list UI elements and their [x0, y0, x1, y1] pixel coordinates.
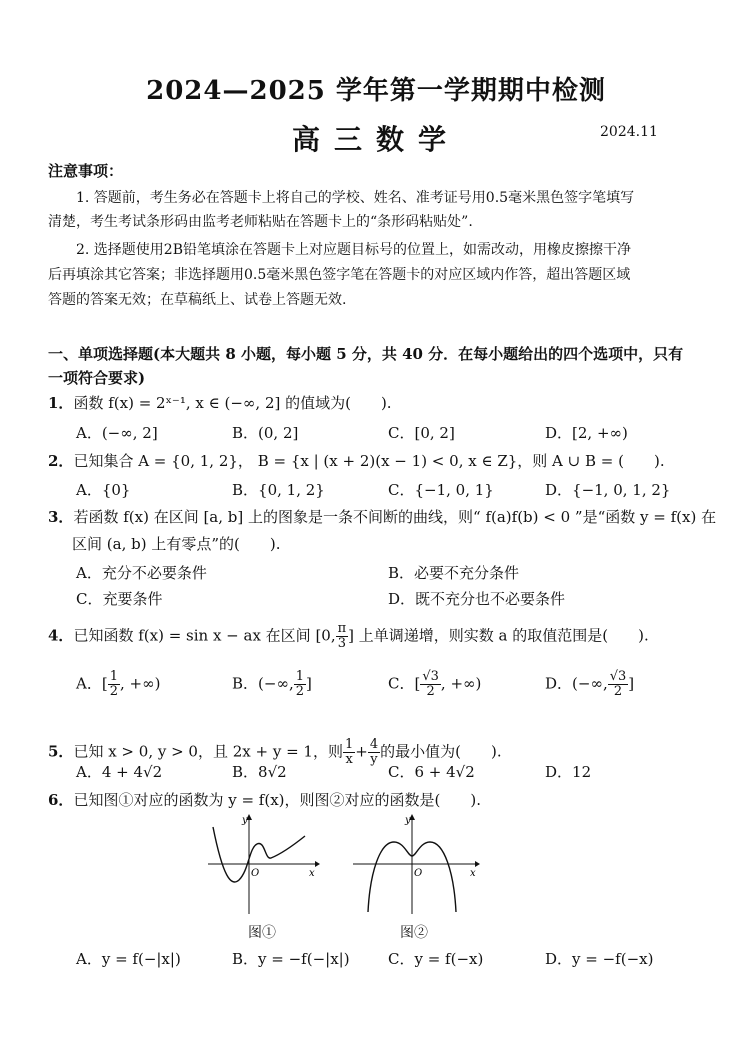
fig2-x-label: x [470, 868, 476, 879]
question-3 [48, 506, 717, 528]
question-1 [48, 392, 708, 414]
q6-option-c: C．y = f(−x) [388, 950, 484, 968]
q2-option-d: D．{−1, 0, 1, 2} [545, 481, 671, 499]
question-number: 2． [48, 452, 74, 470]
fraction-1-over-x: $\frac{1}{x}$ [344, 737, 354, 767]
figure-1-graph [205, 812, 320, 917]
q6-option-d: D．y = −f(−x) [545, 950, 654, 968]
question-stem-line-1: 若函数 f(x) 在区间 [a, b] 上的图象是一条不间断的曲线，则“ f(a)f(b) < 0 ”是“函数 y = f(x) 在 [73, 508, 717, 526]
q6-option-b: B．y = −f(−|x|) [232, 950, 350, 968]
fig1-x-label: x [309, 868, 315, 879]
question-number: 5． [48, 742, 74, 761]
fig1-origin-label: O [251, 868, 260, 879]
note-1-line-1: 1. 答题前，考生务必在答题卡上将自己的学校、姓名、准考证号用0.5毫米黑色签字笔填写 [76, 190, 635, 206]
fig2-y-label: y [405, 815, 411, 826]
exam-subject: 高三数学 [291, 123, 460, 156]
q3-option-b: B．必要不充分条件 [388, 564, 520, 582]
q4-option-c: C．[ $\frac{√3}{2}$ , +∞) [388, 669, 482, 699]
q5-option-a: A．4 + 4√2 [76, 763, 163, 781]
exam-date: 2024.11 [600, 124, 658, 140]
section-heading-line-2: 一项符合要求) [48, 369, 146, 387]
question-4 [48, 622, 708, 651]
note-2-line-3: 答题的答案无效；在草稿纸上、试卷上答题无效. [48, 292, 347, 308]
q5-option-b: B．8√2 [232, 763, 287, 781]
question-stem: 已知集合 A = {0, 1, 2}， B = {x | (x + 2)(x − 1) < 0, x ∈ Z}，则 A ∪ B = ( ). [73, 452, 665, 470]
q6-option-a: A．y = f(−|x|) [76, 950, 181, 968]
q3-option-c: C．充要条件 [76, 590, 163, 608]
section-heading-line-1: 一、单项选择题(本大题共 8 小题，每小题 5 分，共 40 分．在每小题给出的四个选项中，只有 [48, 345, 684, 363]
fraction-pi-over-3: $\frac{\pi}{3}$ [337, 621, 347, 651]
question-number: 3． [48, 508, 74, 526]
question-stem-part-a: 已知 x > 0, y > 0，且 2x + y = 1，则 [73, 742, 343, 761]
question-stem: 函数 f(x) = 2ˣ⁻¹, x ∈ (−∞, 2] 的值域为( ). [73, 394, 392, 412]
q4-option-a: A．[ $\frac{1}{2}$ , +∞) [76, 669, 161, 699]
question-stem-part-b: ] 上单调递增，则实数 a 的取值范围是( ). [348, 626, 649, 645]
figure-1-label: 图① [248, 925, 276, 941]
q2-option-a: A．{0} [76, 481, 131, 499]
question-number: 6． [48, 791, 74, 809]
question-stem: 已知图①对应的函数为 y = f(x)，则图②对应的函数是( ). [73, 791, 481, 809]
q3-option-d: D．既不充分也不必要条件 [388, 590, 566, 608]
note-2-line-1: 2. 选择题使用2B铅笔填涂在答题卡上对应题目标号的位置上，如需改动，用橡皮擦擦干净 [76, 242, 632, 258]
q2-option-b: B．{0, 1, 2} [232, 481, 325, 499]
fraction-4-over-y: $\frac{4}{y}$ [369, 737, 379, 767]
question-number: 1． [48, 394, 74, 412]
q2-option-c: C．{−1, 0, 1} [388, 481, 494, 499]
fig2-origin-label: O [414, 868, 423, 879]
q4-option-d: D．(−∞, $\frac{√3}{2}$ ] [545, 669, 635, 699]
question-stem-part-a: 已知函数 f(x) = sin x − ax 在区间 [0, [73, 626, 336, 645]
note-1-line-2: 清楚，考生考试条形码由监考老师粘贴在答题卡上的“条形码粘贴处”. [48, 214, 473, 230]
exam-title: 2024—2025 学年第一学期期中检测 [146, 76, 606, 106]
section-heading [48, 342, 704, 390]
note-2-line-2: 后再填涂其它答案；非选择题用0.5毫米黑色签字笔在答题卡的对应区域内作答，超出答题区域 [48, 267, 631, 283]
q1-option-d: D．[2, +∞) [545, 424, 628, 442]
notes-title: 注意事项： [48, 162, 124, 180]
question-number: 4． [48, 626, 74, 645]
q1-option-a: A．(−∞, 2] [76, 424, 158, 442]
fig1-y-label: y [242, 815, 248, 826]
q3-option-a: A．充分不必要条件 [76, 564, 207, 582]
q1-option-c: C．[0, 2] [388, 424, 455, 442]
q4-option-b: B．(−∞, $\frac{1}{2}$ ] [232, 669, 312, 699]
question-stem-part-b: 的最小值为( ). [380, 742, 502, 761]
q5-option-d: D．12 [545, 763, 592, 781]
figure-2-label: 图② [400, 925, 428, 941]
question-6 [48, 789, 708, 811]
figure-2-graph [350, 812, 480, 917]
question-2 [48, 450, 708, 472]
q1-option-b: B．(0, 2] [232, 424, 299, 442]
question-5: 5．已知 x > 0, y > 0，且 2x + y = 1，则 $\frac{1}{x}$ + $\frac{4}{y}$ 的最小值为( ). [48, 737, 502, 767]
question-3-line-2: 区间 (a, b) 上有零点”的( ). [72, 535, 281, 553]
q5-option-c: C．6 + 4√2 [388, 763, 475, 781]
